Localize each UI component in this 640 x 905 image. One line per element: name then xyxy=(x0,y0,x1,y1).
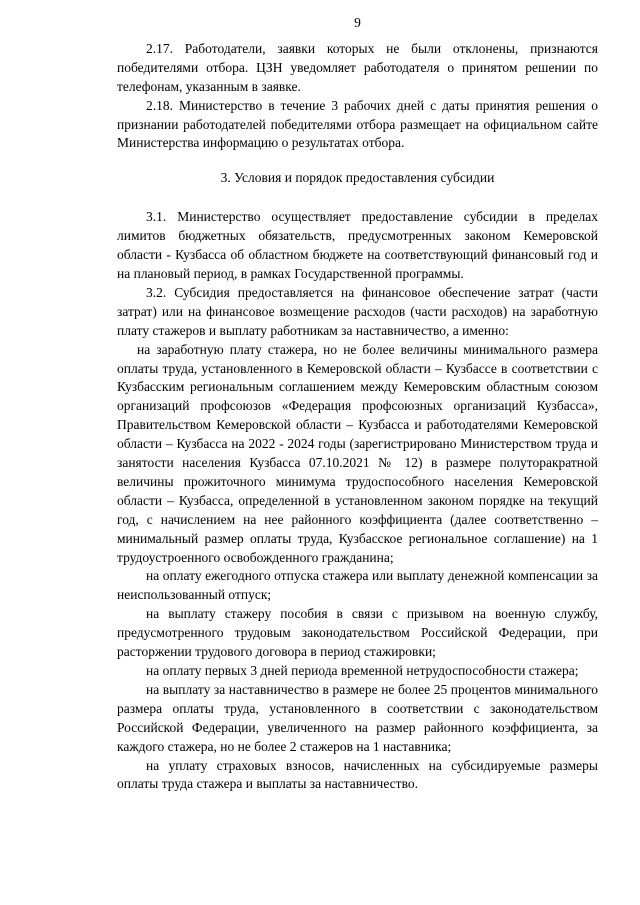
list-item-salary: на заработную плату стажера, но не более величины минимального размера оплаты труда, установленного в Кемеровской области – Кузбассе в соответствии с Кузбасским региональным соглашением между Кемеровским областным союзом организаций профсоюзов «Федерация профсоюзных организаций Кузбасса», Правительством Кемеровской области – Кузбасса и работодателями Кемеровской области – Кузбасса на 2022 - 2024 годы (зарегистрировано Министерством труда и занятости населения Кузбасса 07.10.2021 № 12) в размере полуторакратной величины прожиточного минимума трудоспособного населения Кемеровской области – Кузбасса, определенной в установленном законом порядке на текущий год, с начислением на нее районного коэффициента (далее соответственно – минимальный размер оплаты труда, Кузбасское региональное соглашение) на 1 трудоустроенного освобожденного гражданина; xyxy=(117,341,598,565)
list-item-insurance: на уплату страховых взносов, начисленных на субсидируемые размеры оплаты труда стажера и выплаты за наставничество. xyxy=(117,757,598,792)
paragraph-3-2: 3.2. Субсидия предоставляется на финансовое обеспечение затрат (части затрат) или на финансовое возмещение расходов (части расходов) на заработную плату стажеров и выплату работникам за наставничество, а именно: xyxy=(117,284,598,338)
list-item-military-allowance: на выплату стажеру пособия в связи с призывом на военную службу, предусмотренного трудовым законодательством Российской Федерации, при расторжении трудового договора в период стажировки; xyxy=(117,606,598,660)
section-heading: 3. Условия и порядок предоставления субсидии xyxy=(220,170,495,186)
page-number: 9 xyxy=(354,15,361,30)
document-page xyxy=(117,14,598,794)
paragraph-2-17: 2.17. Работодатели, заявки которых не были отклонены, признаются победителями отбора. ЦЗН уведомляет работодателя о принятом решении по телефонам, указанным в заявке. xyxy=(117,40,598,94)
paragraph-2-18: 2.18. Министерство в течение 3 рабочих дней с даты принятия решения о признании работодателей победителями отбора размещает на официальном сайте Министерства информацию о результатах отбора. xyxy=(117,97,598,151)
list-item-mentorship: на выплату за наставничество в размере не более 25 процентов минимального размера оплаты труда, установленного в соответствии с законодательством Российской Федерации, увеличенного на размер районного коэффициента, за каждого стажера, но не более 2 стажеров на 1 наставника; xyxy=(117,681,598,754)
list-item-vacation: на оплату ежегодного отпуска стажера или выплату денежной компенсации за неиспользованный отпуск; xyxy=(117,568,598,603)
paragraph-3-1: 3.1. Министерство осуществляет предоставление субсидии в пределах лимитов бюджетных обязательств, предусмотренных законом Кемеровской области - Кузбасса об областном бюджете на соответствующий финансовый год и на плановый период, в рамках Государственной программы. xyxy=(117,209,598,281)
list-item-sick-leave: на оплату первых 3 дней периода временной нетрудоспособности стажера; xyxy=(146,663,579,678)
